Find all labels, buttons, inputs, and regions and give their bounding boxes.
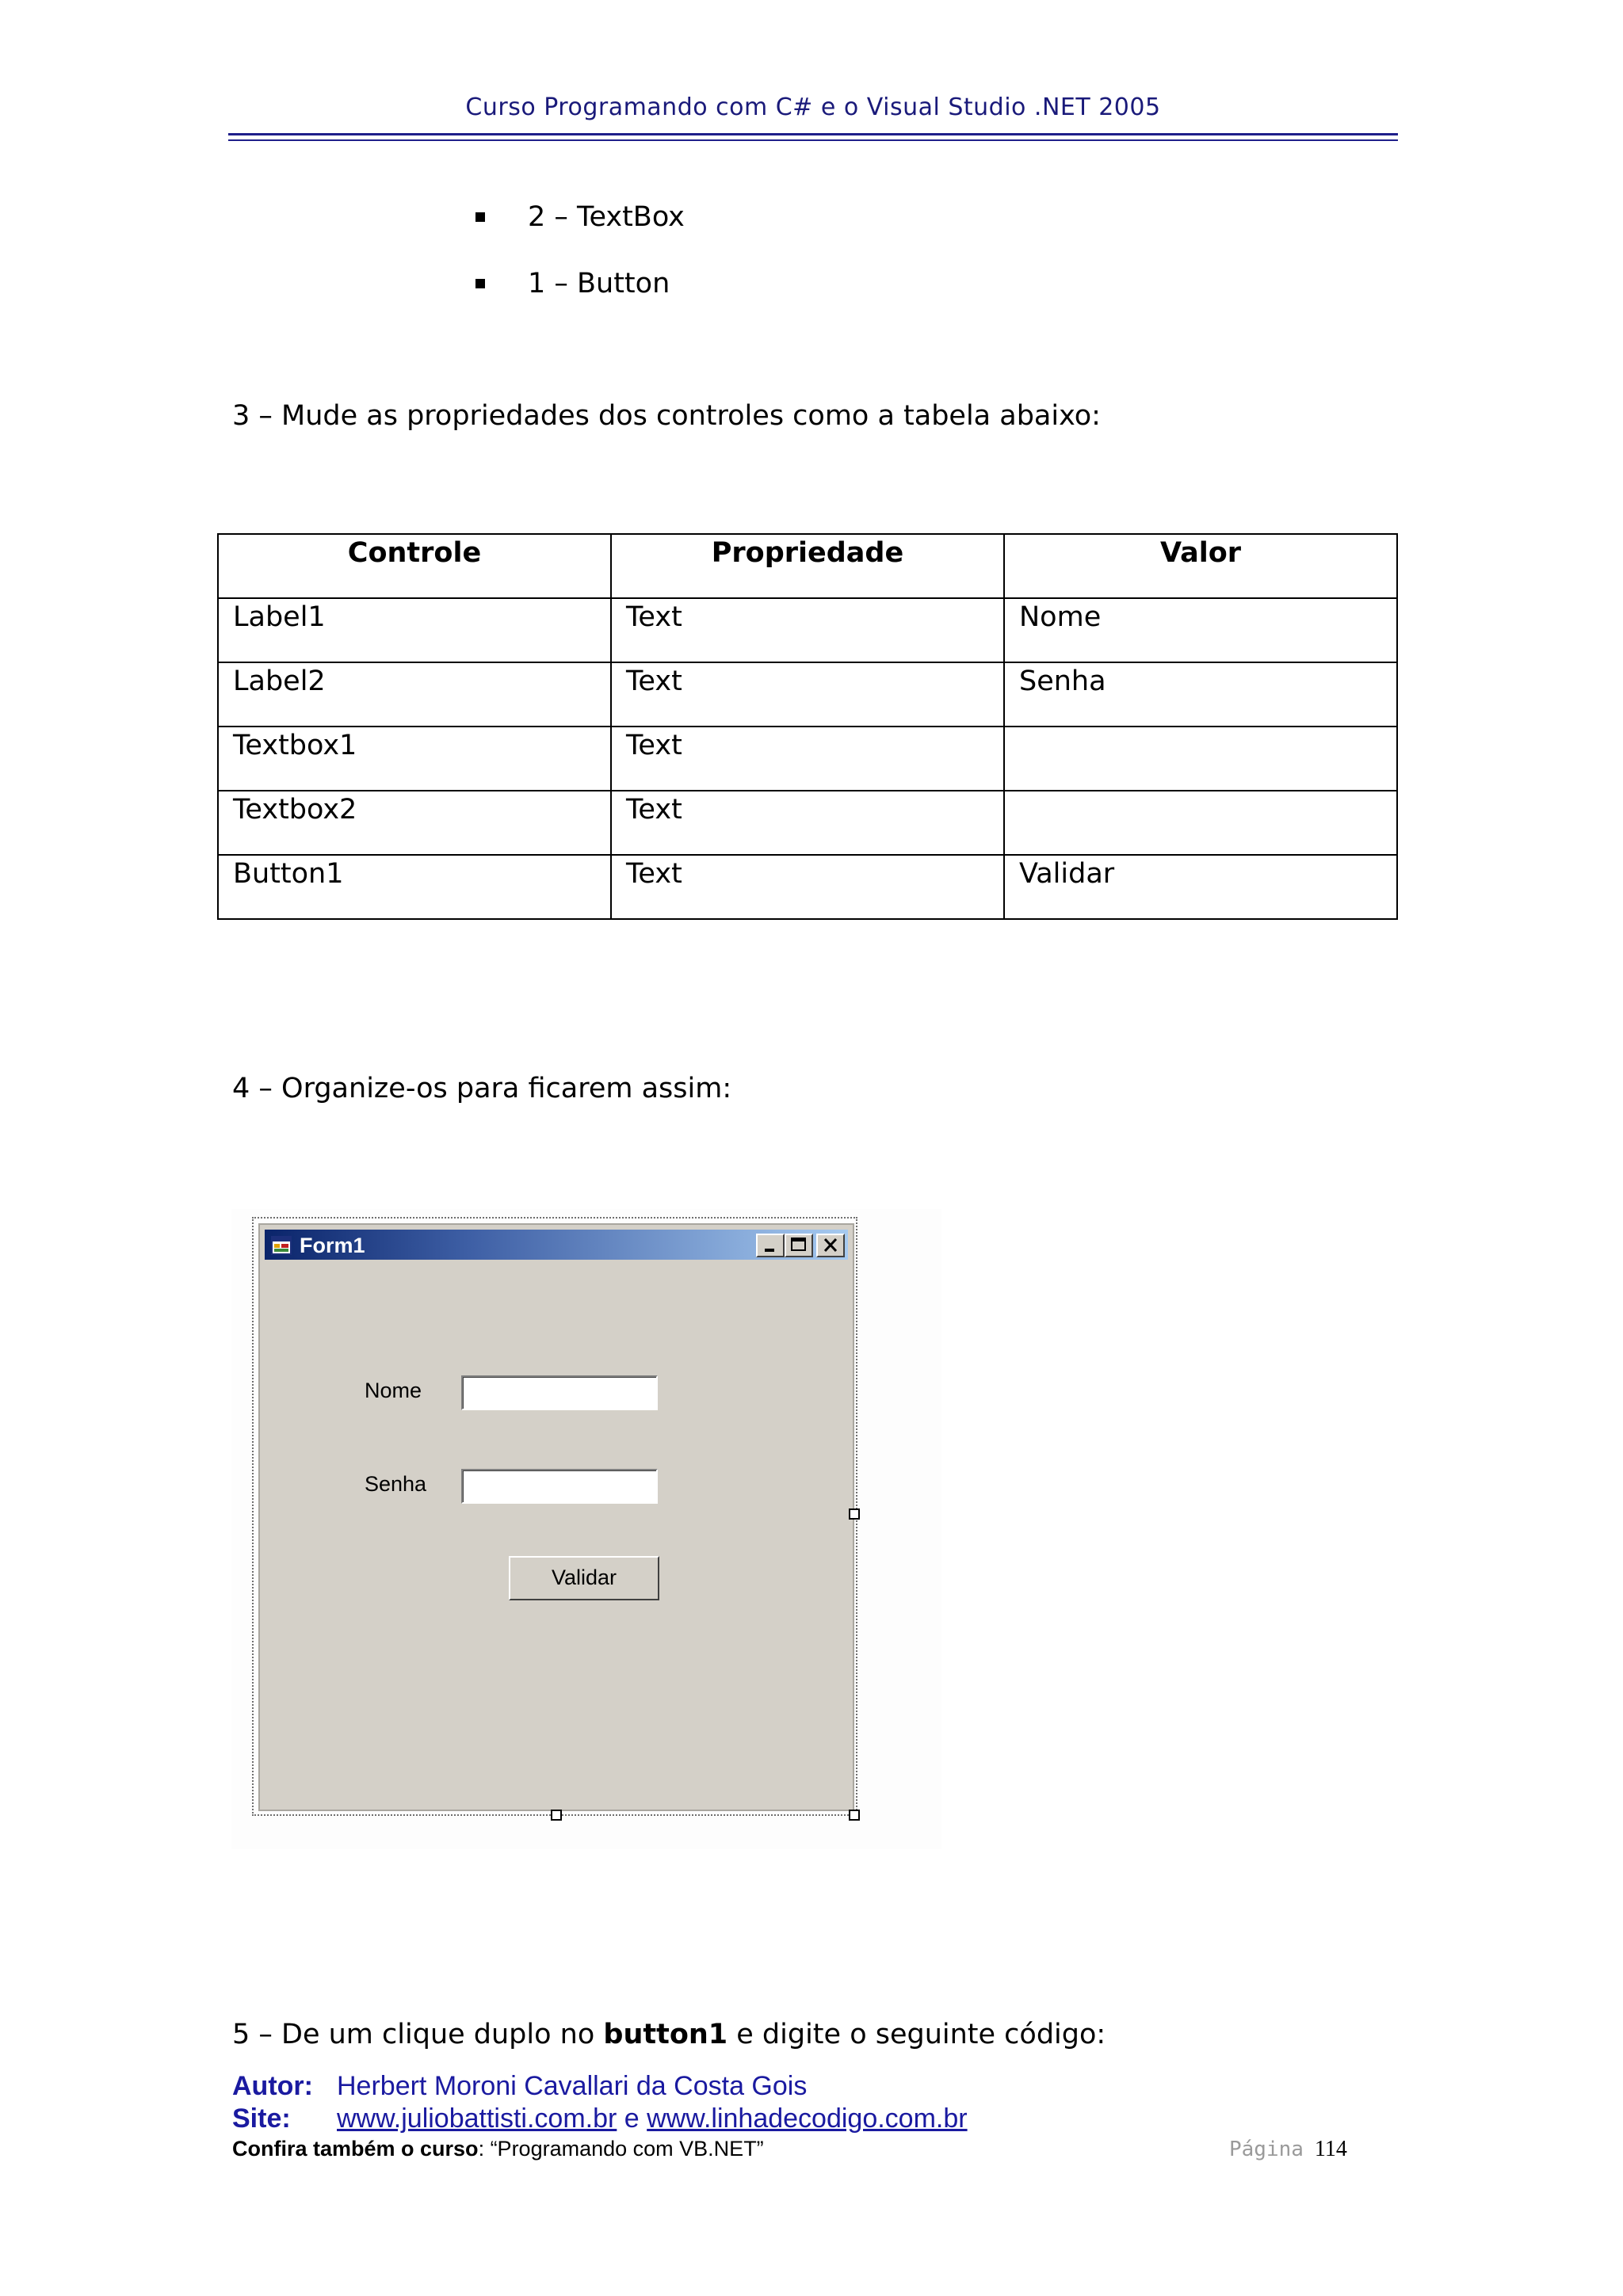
site-link-linhadecodigo[interactable]: www.linhadecodigo.com.br	[647, 2103, 968, 2134]
form1-titlebar[interactable]	[265, 1230, 848, 1260]
step-5-bold: button1	[603, 2019, 728, 2050]
validar-button[interactable]: Validar	[509, 1556, 659, 1600]
minimize-button[interactable]	[756, 1234, 785, 1257]
table-header-cell: Controle	[218, 534, 611, 598]
footer-author-key: Autor:	[232, 2071, 313, 2101]
table-header-cell: Propriedade	[611, 534, 1004, 598]
textbox-senha[interactable]	[461, 1469, 658, 1504]
properties-table	[217, 533, 1398, 920]
close-icon	[818, 1235, 843, 1256]
table-cell	[1004, 727, 1397, 791]
site-separator: e	[617, 2103, 647, 2134]
bullet-text: 1 – Button	[528, 268, 670, 299]
table-cell: Label1	[218, 598, 611, 662]
table-cell: Nome	[1004, 598, 1397, 662]
table-cell: Text	[611, 855, 1004, 919]
form-title: Form1	[300, 1234, 365, 1257]
table-header-row	[218, 534, 1397, 598]
label-senha: Senha	[365, 1472, 427, 1496]
page-number	[1229, 2137, 1347, 2162]
table-row	[218, 598, 1397, 662]
resize-handle-right[interactable]	[849, 1508, 860, 1520]
step-5-suffix: e digite o seguinte código:	[727, 2019, 1106, 2050]
table-cell: Label2	[218, 662, 611, 727]
form1-window	[258, 1223, 854, 1811]
square-bullet-icon	[475, 212, 485, 222]
maximize-button[interactable]	[785, 1234, 813, 1257]
table-cell: Text	[611, 598, 1004, 662]
table-row	[218, 791, 1397, 855]
close-button[interactable]	[816, 1234, 845, 1257]
table-header-cell: Valor	[1004, 534, 1397, 598]
footer-more-rest: : “Programando com VB.NET”	[478, 2137, 764, 2161]
page-label: Página	[1229, 2138, 1304, 2161]
footer-site-key: Site:	[232, 2103, 291, 2134]
step-5-text	[232, 2019, 1106, 2050]
form-app-icon	[271, 1236, 292, 1255]
table-cell: Senha	[1004, 662, 1397, 727]
table-cell: Button1	[218, 855, 611, 919]
maximize-icon	[786, 1235, 812, 1256]
step-5-prefix: 5 – De um clique duplo no	[232, 2019, 604, 2050]
site-link-juliobattisti[interactable]: www.juliobattisti.com.br	[337, 2103, 617, 2134]
step-4-text: 4 – Organize-os para ficarem assim:	[232, 1073, 732, 1104]
table-cell: Textbox1	[218, 727, 611, 791]
label-nome: Nome	[365, 1379, 422, 1402]
minimize-icon	[758, 1235, 783, 1256]
table-row	[218, 662, 1397, 727]
table-cell: Text	[611, 791, 1004, 855]
table-cell: Text	[611, 662, 1004, 727]
table-cell: Text	[611, 727, 1004, 791]
footer-more-course	[232, 2137, 764, 2161]
textbox-nome[interactable]	[461, 1375, 658, 1410]
bullet-item	[475, 268, 670, 299]
footer-author-value: Herbert Moroni Cavallari da Costa Gois	[337, 2071, 808, 2101]
table-cell: Textbox2	[218, 791, 611, 855]
resize-handle-corner[interactable]	[849, 1810, 860, 1821]
footer-site	[232, 2103, 968, 2134]
form-designer-screenshot	[231, 1209, 941, 1849]
table-cell: Validar	[1004, 855, 1397, 919]
bullet-text: 2 – TextBox	[528, 201, 685, 233]
bullet-item	[475, 201, 685, 233]
footer-author	[232, 2071, 807, 2102]
square-bullet-icon	[475, 279, 485, 288]
table-row	[218, 855, 1397, 919]
footer-more-bold: Confira também o curso	[232, 2137, 479, 2161]
table-row	[218, 727, 1397, 791]
header-rule	[228, 133, 1398, 141]
page-number-value: 114	[1314, 2137, 1347, 2161]
page-header-title: Curso Programando com C# e o Visual Studio .NET 2005	[465, 93, 1161, 121]
table-cell	[1004, 791, 1397, 855]
step-3-text: 3 – Mude as propriedades dos controles como a tabela abaixo:	[232, 400, 1101, 432]
resize-handle-bottom[interactable]	[551, 1810, 562, 1821]
